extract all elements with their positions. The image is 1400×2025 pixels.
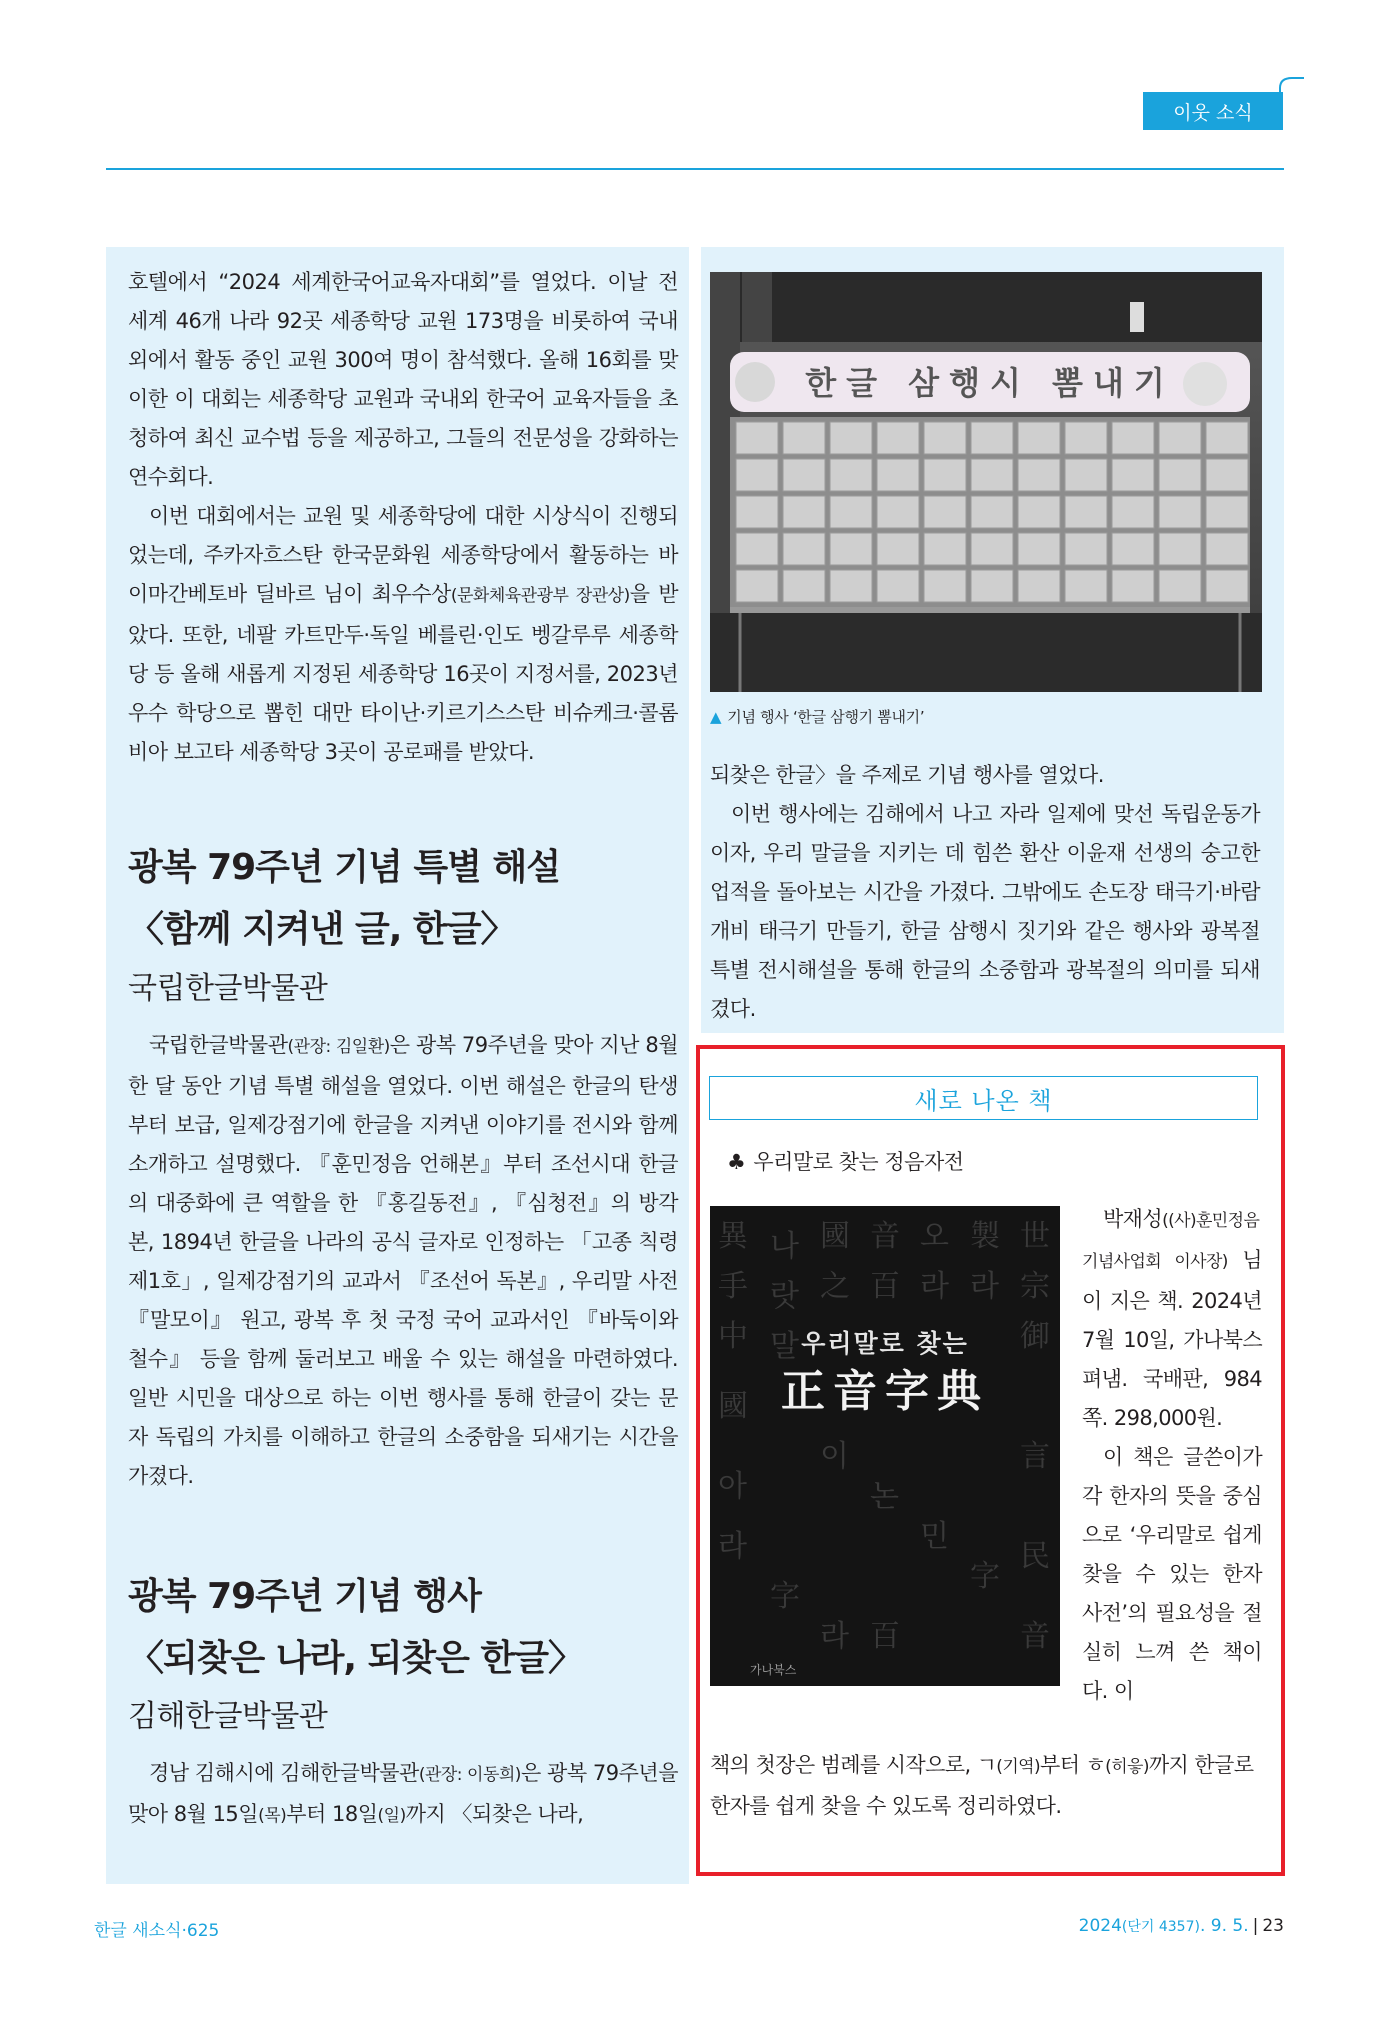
svg-text:音: 音 — [1020, 1619, 1050, 1654]
cover-subtitle: 우리말로 찾는 — [801, 1329, 969, 1358]
posted-sheet — [1018, 496, 1060, 528]
posted-sheet — [1018, 459, 1060, 491]
posted-sheet — [830, 422, 872, 454]
posted-sheet — [924, 570, 966, 602]
posted-sheet — [736, 570, 778, 602]
posted-sheet — [830, 570, 872, 602]
intro-paragraph-1: 호텔에서 “2024 세계한국어교육자대회”를 열었다. 이날 전 세계 46개 나라 92곳 세종학당 교원 173명을 비롯하여 국내외에서 활동 중인 교원 300여 명이 참석했다. 올해 16회를 맞이한 이 대회는 세종학당 교원과 국내외 한국어 교육자들을 초청하여 최신 교수법 등을 제공하고, 그들의 전문성을 강화하는 연수회다. — [128, 270, 678, 489]
svg-text:百: 百 — [870, 1619, 900, 1654]
posted-sheet — [924, 422, 966, 454]
article1-title-line2: 〈함께 지켜낸 글, 한글〉 — [128, 909, 516, 950]
posted-sheet — [830, 496, 872, 528]
posted-sheet — [877, 496, 919, 528]
photo-caption: ▲ 기념 행사 ‘한글 삼행기 뽐내기’ — [710, 708, 925, 726]
posted-sheet — [971, 459, 1013, 491]
corner-hook-icon — [1276, 74, 1306, 114]
article2-title-line1: 광복 79주년 기념 행사 — [128, 1576, 481, 1617]
posted-sheet — [1112, 533, 1154, 565]
article2-org: 김해한글박물관 — [128, 1699, 328, 1734]
svg-text:랏: 랏 — [770, 1279, 799, 1314]
posted-sheet — [877, 459, 919, 491]
posted-sheet — [971, 496, 1013, 528]
svg-text:音: 音 — [870, 1219, 900, 1254]
section-tab — [1143, 92, 1283, 130]
article1-body: 국립한글박물관(관장: 김일환)은 광복 79주년을 맞아 지난 8월 한 달 동안 기념 특별 해설을 열었다. 이번 해설은 한글의 탄생부터 보급, 일제강점기에 한글을 지켜낸 이야기를 전시와 함께 소개하고 설명했다. 『훈민정음 언해본』부터 조선시대 한글의 대중화에 큰 역할을 한 『홍길동전』, 『심청전』의 방각본, 1894년 한글을 나라의 공식 글자로 인정하는 「고종 칙령 제1호」, 일제강점기의 교과서 『조선어 독본』, 우리말 사전 『말모이』 원고, 광복 후 첫 국정 국어 교과서인 『바둑이와 철수』 등을 함께 둘러보고 배울 수 있는 해설을 마련하였다. 일반 시민을 대상으로 하는 이번 행사를 통해 한글이 갖는 문자 독립의 가치를 이해하고 한글의 소중함을 되새기는 시간을 가졌다. — [128, 1033, 678, 1488]
svg-text:中: 中 — [718, 1319, 748, 1354]
book-cover-illustration — [710, 1206, 1060, 1686]
svg-text:아: 아 — [718, 1469, 747, 1504]
posted-sheet — [971, 533, 1013, 565]
posted-sheet — [783, 533, 825, 565]
book-title: ♣ 우리말로 찾는 정음자전 — [727, 1150, 964, 1174]
posted-sheet — [924, 533, 966, 565]
posted-sheet — [1065, 459, 1107, 491]
svg-text:라: 라 — [920, 1269, 949, 1304]
posted-sheet — [1206, 533, 1248, 565]
posted-sheet — [783, 570, 825, 602]
article2-continued — [710, 756, 1260, 1029]
posted-sheet — [1206, 496, 1248, 528]
svg-text:字: 字 — [970, 1559, 1000, 1594]
svg-text:異: 異 — [718, 1219, 748, 1254]
posted-sheet — [877, 533, 919, 565]
svg-text:御: 御 — [1020, 1319, 1050, 1354]
book-description-side: 박재성((사)훈민정음기념사업회 이사장) 님이 지은 책. 2024년 7월 10일, 가나북스 펴냄. 국배판, 984쪽. 298,000원. 이 책은 글쓴이가 각 한자의 뜻을 중심으로 ‘우리말로 쉽게 찾을 수 있는 한자 사전’의 필요성을 절실히 느껴 쓴 책이다. 이 — [1082, 1207, 1262, 1703]
svg-text:민: 민 — [920, 1519, 949, 1554]
posted-sheet — [1159, 422, 1201, 454]
posted-sheet — [1018, 570, 1060, 602]
article2-title-line2: 〈되찾은 나라, 되찾은 한글〉 — [128, 1638, 584, 1679]
posted-sheet — [830, 459, 872, 491]
posted-sheet — [1112, 496, 1154, 528]
svg-text:라: 라 — [970, 1269, 999, 1304]
svg-text:말: 말 — [770, 1329, 799, 1364]
posted-sheet — [1159, 570, 1201, 602]
posted-sheet — [877, 422, 919, 454]
svg-text:宗: 宗 — [1020, 1269, 1050, 1304]
posted-sheet — [1206, 459, 1248, 491]
svg-text:이: 이 — [820, 1439, 849, 1474]
svg-text:製: 製 — [970, 1219, 1000, 1254]
posted-sheet — [1018, 422, 1060, 454]
posted-sheet — [1206, 422, 1248, 454]
intro-paragraph-2: 이번 대회에서는 교원 및 세종학당에 대한 시상식이 진행되었는데, 주카자흐스탄 한국문화원 세종학당에서 활동하는 바이마간베토바 딜바르 님이 최우수상(문화체육관광부 장관상)을 받았다. 또한, 네팔 카트만두·독일 베를린·인도 벵갈루루 세종학당 등 올해 새롭게 지정된 세종학당 16곳이 지정서를, 2023년 우수 학당으로 뽑힌 대만 타이난·키르기스스탄 비슈케크·콜롬비아 보고타 세종학당 3곳이 공로패를 받았다. — [128, 504, 679, 764]
article2-body: 경남 김해시에 김해한글박물관(관장: 이동희)은 광복 79주년을 맞아 8월 15일(목)부터 18일(일)까지 〈되찾은 나라, — [128, 1761, 678, 1826]
svg-text:라: 라 — [820, 1619, 849, 1654]
svg-text:라: 라 — [718, 1529, 747, 1564]
posted-sheet — [1112, 459, 1154, 491]
cover-title: 正音字典 — [781, 1366, 989, 1417]
posted-sheet — [736, 533, 778, 565]
posted-sheet — [1065, 533, 1107, 565]
continued-paragraph-2: 이번 행사에는 김해에서 나고 자라 일제에 맞선 독립운동가이자, 우리 말글을 지키는 데 힘쓴 환산 이윤재 선생의 숭고한 업적을 돌아보는 시간을 가졌다. 그밖에도 손도장 태극기·바람개비 태극기 만들기, 한글 삼행시 짓기와 같은 행사와 광복절 특별 전시해설을 통해 한글의 소중함과 광복절의 의미를 되새겼다. — [710, 802, 1260, 1021]
svg-text:오: 오 — [920, 1219, 949, 1254]
article1-title-line1: 광복 79주년 기념 특별 해설 — [128, 847, 560, 888]
posted-sheet — [971, 422, 1013, 454]
article1-org: 국립한글박물관 — [128, 971, 328, 1006]
svg-text:나: 나 — [770, 1229, 799, 1264]
posted-sheet — [1065, 496, 1107, 528]
continued-paragraph-1: 되찾은 한글〉을 주제로 기념 행사를 열었다. — [710, 763, 1104, 787]
section-tab-label: 이웃 소식 — [1173, 101, 1253, 124]
posted-sheet — [1112, 570, 1154, 602]
posted-sheet — [971, 570, 1013, 602]
footer-date-page: 2024(단기 4357). 9. 5. | 23 — [1078, 1916, 1284, 1936]
posted-sheet — [736, 422, 778, 454]
posted-sheet — [783, 422, 825, 454]
posted-sheet — [1159, 533, 1201, 565]
header-rule — [106, 168, 1284, 170]
footer-publication: 한글 새소식·625 — [94, 1921, 220, 1941]
svg-text:之: 之 — [820, 1269, 850, 1304]
posted-sheet — [1065, 422, 1107, 454]
posted-sheet — [1159, 496, 1201, 528]
posted-sheet — [736, 496, 778, 528]
club-suit-icon: ♣ — [727, 1150, 746, 1174]
svg-text:言: 言 — [1020, 1439, 1050, 1474]
posted-sheet — [783, 496, 825, 528]
posted-sheet — [830, 533, 872, 565]
posted-sheet — [1065, 570, 1107, 602]
event-photo — [710, 272, 1262, 692]
book-description-bottom: 책의 첫장은 범례를 시작으로, ㄱ(기역)부터 ㅎ(히읗)까지 한글로 한자를 쉽게 찾을 수 있도록 정리하였다. — [710, 1753, 1254, 1818]
posted-sheet — [1159, 459, 1201, 491]
posted-sheet — [1018, 533, 1060, 565]
posted-sheet — [1206, 570, 1248, 602]
svg-text:手: 手 — [718, 1269, 748, 1304]
posted-sheet — [924, 459, 966, 491]
book-cover-image — [710, 1206, 1060, 1686]
svg-text:字: 字 — [770, 1579, 800, 1614]
posted-sheet — [736, 459, 778, 491]
posted-sheet — [924, 496, 966, 528]
photo-banner-text: 한글 삼행시 뽐내기 — [805, 364, 1175, 402]
page-number: 23 — [1262, 1916, 1284, 1936]
posted-sheet — [783, 459, 825, 491]
footer-separator: | — [1252, 1916, 1259, 1936]
svg-text:世: 世 — [1020, 1219, 1050, 1254]
posted-sheet — [877, 570, 919, 602]
posted-sheet — [1112, 422, 1154, 454]
svg-text:百: 百 — [870, 1269, 900, 1304]
svg-text:國: 國 — [718, 1389, 748, 1424]
svg-text:民: 民 — [1020, 1539, 1050, 1574]
svg-text:國: 國 — [820, 1219, 850, 1254]
svg-text:논: 논 — [870, 1479, 899, 1514]
event-photo-illustration — [710, 272, 1262, 692]
new-book-header: 새로 나온 책 — [709, 1076, 1258, 1120]
cover-publisher: 가나북스 — [750, 1663, 797, 1677]
triangle-up-icon: ▲ — [710, 708, 722, 726]
intro-text — [128, 263, 678, 772]
